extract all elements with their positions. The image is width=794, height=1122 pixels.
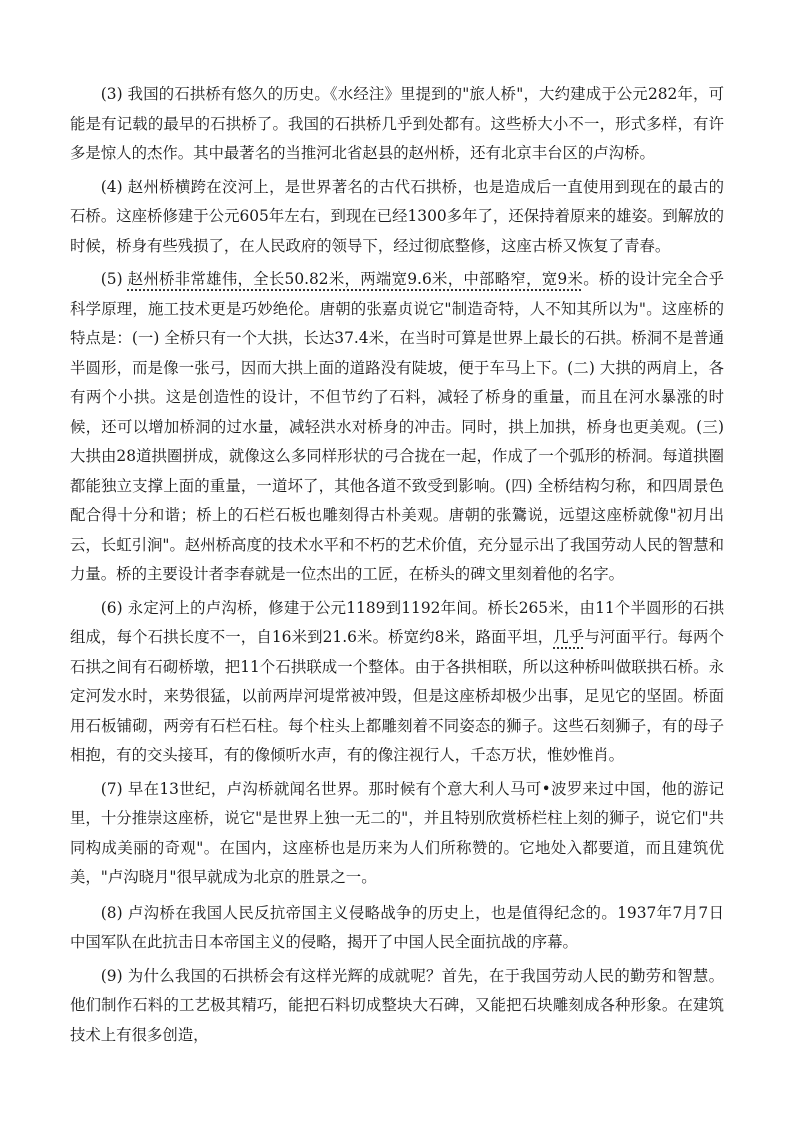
paragraph-9: (9) 为什么我国的石拱桥会有这样光辉的成就呢？首先，在于我国劳动人民的勤劳和智慧。他们制作石料的工艺极其精巧，能把石料切成整块大石碑，又能把石块雕刻成各种形象。在建筑技术上有很多创造， — [70, 966, 724, 1044]
paragraph-3: (3) 我国的石拱桥有悠久的历史。《水经注》里提到的"旅人桥"，大约建成于公元282年，可能是有记载的最早的石拱桥了。我国的石拱桥几乎到处都有。这些桥大小不一，形式多样，有许多是惊人的杰作。其中最著名的当推河北省赵县的赵州桥，还有北京丰台区的卢沟桥。 — [70, 85, 724, 162]
paragraph-6-emphasis: 几乎 — [553, 628, 585, 646]
paragraph-4: (4) 赵州桥横跨在洨河上，是世界著名的古代石拱桥，也是造成后一直使用到现在的最古的石桥。这座桥修建于公元605年左右，到现在已经1300多年了，还保持着原来的雄姿。到解放的时候，桥身有些残损了，在人民政府的领导下，经过彻底整修，这座古桥又恢复了青春。 — [70, 177, 724, 255]
document-page — [70, 80, 724, 1054]
paragraph-5-body: 。桥的设计完全合乎科学原理，施工技术更是巧妙绝伦。唐朝的张嘉贞说它"制造奇特，人不知其所以为"。这座桥的特点是：(一) 全桥只有一个大拱，长达37.4米，在当时可算是世界上最长的石拱。桥洞不是普通半圆形，而是像一张弓，因而大拱上面的道路没有陡坡，便于车马上下。(二) 大拱的两肩上，各有两个小拱。这是创造性的设计，不但节约了石料，减轻了桥身的重量，而且在河水暴涨的时候，还可以增加桥洞的过水量，减轻洪水对桥身的冲击。同时，拱上加拱，桥身也更美观。(三) 大拱由28道拱圈拼成，就像这么多同样形状的弓合拢在一起，作成了一个弧形的桥洞。每道拱圈都能独立支撑上面的重量，一道坏了，其他各道不致受到影响。(四) 全桥结构匀称，和四周景色配合得十分和谐；桥上的石栏石板也雕刻得古朴美观。唐朝的张鷟说，远望这座桥就像"初月出云，长虹引涧"。赵州桥高度的技术水平和不朽的艺术价值，充分显示出了我国劳动人民的智慧和力量。桥的主要设计者李春就是一位杰出的工匠，在桥头的碑文里刻着他的名字。 — [70, 270, 724, 583]
paragraph-5 — [70, 265, 724, 590]
paragraph-6 — [70, 594, 724, 771]
paragraph-6-after: 与河面平行。每两个石拱之间有石砌桥墩，把11个石拱联成一个整体。由于各拱相联，所以这种桥叫做联拱石桥。永定河发水时，来势很猛，以前两岸河堤常被冲毁，但是这座桥却极少出事，足见它的坚固。桥面用石板铺砌，两旁有石栏石柱。每个柱头上都雕刻着不同姿态的狮子。这些石刻狮子，有的母子相抱，有的交头接耳，有的像倾听水声，有的像注视行人，千态万状，惟妙惟肖。 — [70, 628, 724, 764]
paragraph-7: (7) 早在13世纪，卢沟桥就闻名世界。那时候有个意大利人马可•波罗来过中国，他的游记里，十分推崇这座桥，说它"是世界上独一无二的"，并且特别欣赏桥栏柱上刻的狮子，说它们"共同构成美丽的奇观"。在国内，这座桥也是历来为人们所称赞的。它地处入都要道，而且建筑优美，"卢沟晓月"很早就成为北京的胜景之一。 — [70, 779, 724, 886]
paragraph-6-before: (6) 永定河上的卢沟桥，修建于公元1189到1192年间。桥长265米，由11个半圆形的石拱组成，每个石拱长度不一，自16米到21.6米。桥宽约8米，路面平坦， — [70, 598, 724, 646]
paragraph-5-prefix: (5) — [100, 270, 128, 288]
paragraph-5-emphasis: 赵州桥非常雄伟，全长50.82米，两端宽9.6米，中部略窄，宽9米 — [127, 270, 584, 288]
paragraph-8: (8) 卢沟桥在我国人民反抗帝国主义侵略战争的历史上，也是值得纪念的。1937年7月7日中国军队在此抗击日本帝国主义的侵略，揭开了中国人民全面抗战的序幕。 — [70, 903, 724, 951]
